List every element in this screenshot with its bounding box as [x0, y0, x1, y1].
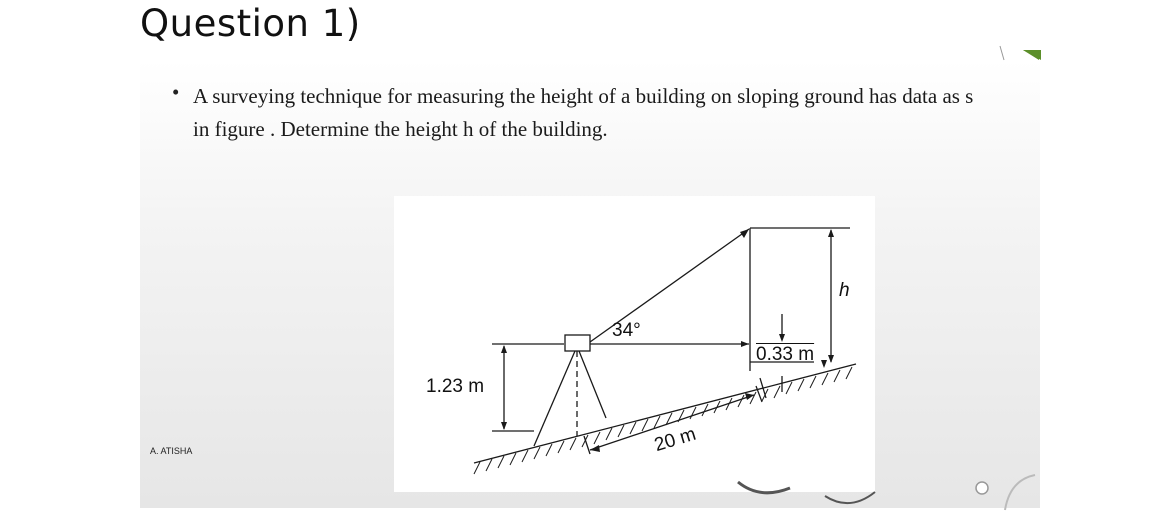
footer-author: A. ATISHA [150, 446, 193, 456]
tripod-leg-left [534, 351, 575, 446]
height-label: h [839, 280, 850, 301]
survey-figure [394, 196, 875, 492]
ground-hatching [474, 367, 852, 474]
tripod-leg-right [579, 351, 606, 418]
bullet-text-line-1: A surveying technique for measuring the height of a building on sloping ground has data as s [193, 84, 974, 108]
instrument-box [565, 335, 590, 351]
decorative-bubbles [730, 470, 1050, 520]
bullet-text-line-2: in figure . Determine the height h of the building. [193, 117, 608, 141]
bullet-text [193, 80, 1053, 146]
distance-label: 20 m [652, 423, 699, 457]
slide-title: Question 1) [140, 2, 361, 45]
angle-label: 34° [612, 320, 641, 341]
decorative-corner-shape-green [1023, 46, 1043, 62]
slide-right-margin [1040, 60, 1165, 523]
offset-label: 0.33 m [756, 344, 815, 365]
bullet-marker: • [172, 80, 180, 104]
instrument-height-label: 1.23 m [426, 376, 485, 397]
